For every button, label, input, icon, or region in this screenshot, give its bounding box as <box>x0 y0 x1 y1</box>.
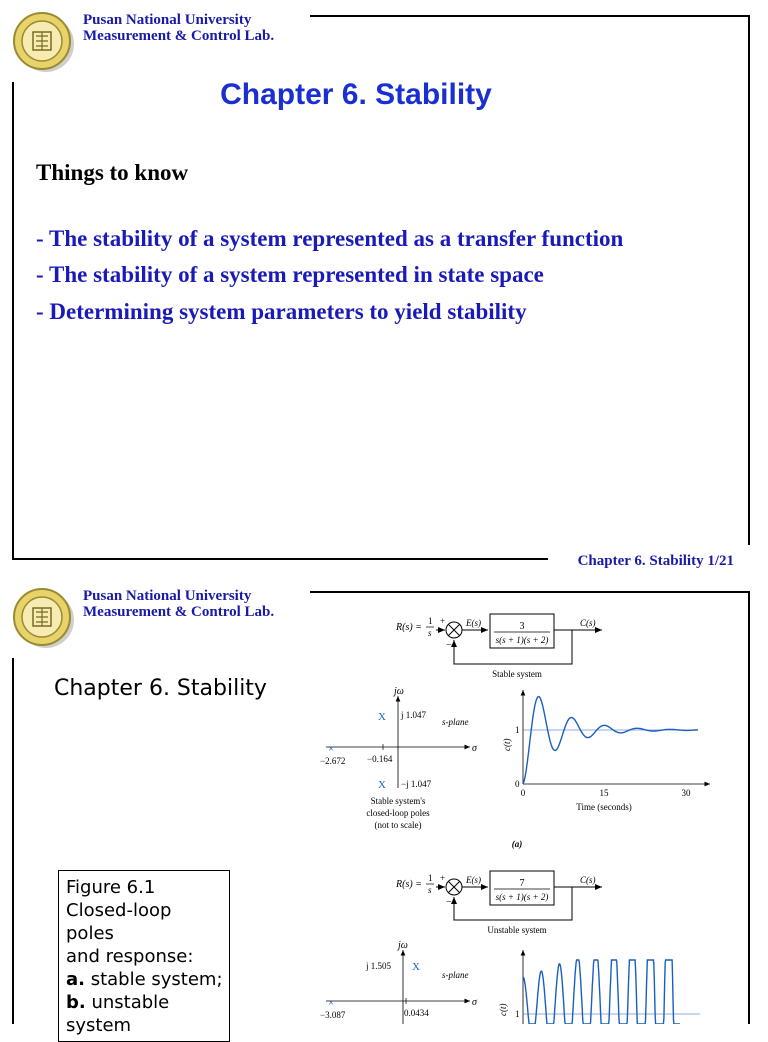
svg-text:Time (seconds): Time (seconds) <box>576 802 632 812</box>
bullet-parameters: - Determining system parameters to yield stability <box>36 299 527 324</box>
svg-text:s: s <box>428 885 432 895</box>
slide-2-title: Chapter 6. Stability <box>54 676 267 701</box>
svg-text:j 1.047: j 1.047 <box>401 710 427 720</box>
figure-caption: Figure 6.1 Closed-loop poles and response: a. stable system; b. unstable system <box>66 877 223 1036</box>
svg-text:jω: jω <box>394 686 404 697</box>
pole-marker-real: × <box>328 743 335 755</box>
university-name: Pusan National University <box>83 588 252 604</box>
stable-response-curve <box>523 697 698 784</box>
svg-text:Unstable system: Unstable system <box>487 925 547 935</box>
pole-marker-lower: X <box>378 779 386 791</box>
svg-text:s-plane: s-plane <box>442 717 469 727</box>
input-label: R(s) = <box>396 622 422 633</box>
svg-text:−3.087: −3.087 <box>320 1010 346 1020</box>
svg-text:+: + <box>440 616 446 626</box>
block-diagram-b <box>395 871 602 935</box>
svg-text:c(t): c(t) <box>502 738 512 751</box>
svg-text:s(s + 1)(s + 2): s(s + 1)(s + 2) <box>495 892 549 902</box>
lab-name: Measurement & Control Lab. <box>83 604 275 620</box>
svg-text:σ: σ <box>472 743 477 754</box>
svg-text:E(s): E(s) <box>466 875 481 885</box>
output-label: C(s) <box>580 618 596 628</box>
svg-text:15: 15 <box>599 788 609 798</box>
pole-marker-upper: X <box>412 961 420 973</box>
response-plot-b <box>498 950 700 1024</box>
svg-text:(a): (a) <box>511 839 523 849</box>
section-heading: Things to know <box>36 160 189 185</box>
university-name: Pusan National University <box>83 12 252 28</box>
response-plot-a <box>502 690 710 849</box>
svg-text:R(s) =: R(s) = <box>396 879 422 890</box>
svg-text:σ: σ <box>472 997 477 1008</box>
svg-text:1: 1 <box>515 1009 520 1019</box>
svg-text:−2.672: −2.672 <box>320 756 346 766</box>
s-plane-b <box>320 940 478 1024</box>
svg-text:1: 1 <box>428 616 433 626</box>
svg-text:j 1.505: j 1.505 <box>366 961 392 971</box>
svg-text:jω: jω <box>398 940 408 951</box>
svg-text:−: − <box>446 897 452 908</box>
pole-marker-upper: X <box>378 711 386 723</box>
system-label: Stable system <box>492 669 542 679</box>
svg-text:0: 0 <box>515 779 520 789</box>
figure-caption-box <box>58 870 230 1042</box>
svg-text:1: 1 <box>428 873 433 883</box>
tf-denominator: s(s + 1)(s + 2) <box>495 635 549 645</box>
svg-text:7: 7 <box>519 878 525 889</box>
block-diagram-a <box>395 614 602 679</box>
lab-name: Measurement & Control Lab. <box>83 28 275 44</box>
svg-text:0.0434: 0.0434 <box>404 1008 429 1018</box>
svg-text:−j 1.047: −j 1.047 <box>401 779 432 789</box>
slide-title: Chapter 6. Stability <box>220 78 492 111</box>
svg-text:30: 30 <box>681 788 691 798</box>
error-label: E(s) <box>466 618 481 628</box>
svg-text:(not to scale): (not to scale) <box>374 820 422 830</box>
svg-text:1: 1 <box>515 725 520 735</box>
svg-text:−0.164: −0.164 <box>367 754 393 764</box>
svg-text:0: 0 <box>520 788 526 798</box>
bullet-transfer-function: - The stability of a system represented as a transfer function <box>36 226 624 251</box>
svg-text:s: s <box>428 628 432 638</box>
svg-text:+: + <box>440 873 446 883</box>
svg-text:c(t): c(t) <box>498 1003 508 1016</box>
svg-text:C(s): C(s) <box>580 875 596 885</box>
svg-text:−: − <box>446 640 452 651</box>
svg-text:s-plane: s-plane <box>442 970 469 980</box>
slide-footer: Chapter 6. Stability 1/21 <box>577 553 734 569</box>
svg-text:Stable system's: Stable system's <box>370 796 426 806</box>
svg-text:closed-loop poles: closed-loop poles <box>366 808 430 818</box>
s-plane-a <box>320 686 478 830</box>
unstable-response-curve <box>523 960 680 1024</box>
pole-marker-real: × <box>328 997 335 1009</box>
tf-numerator: 3 <box>519 621 525 632</box>
caption-figure-number: Figure 6.1 <box>66 877 156 898</box>
bullet-state-space: - The stability of a system represented in state space <box>36 262 544 287</box>
